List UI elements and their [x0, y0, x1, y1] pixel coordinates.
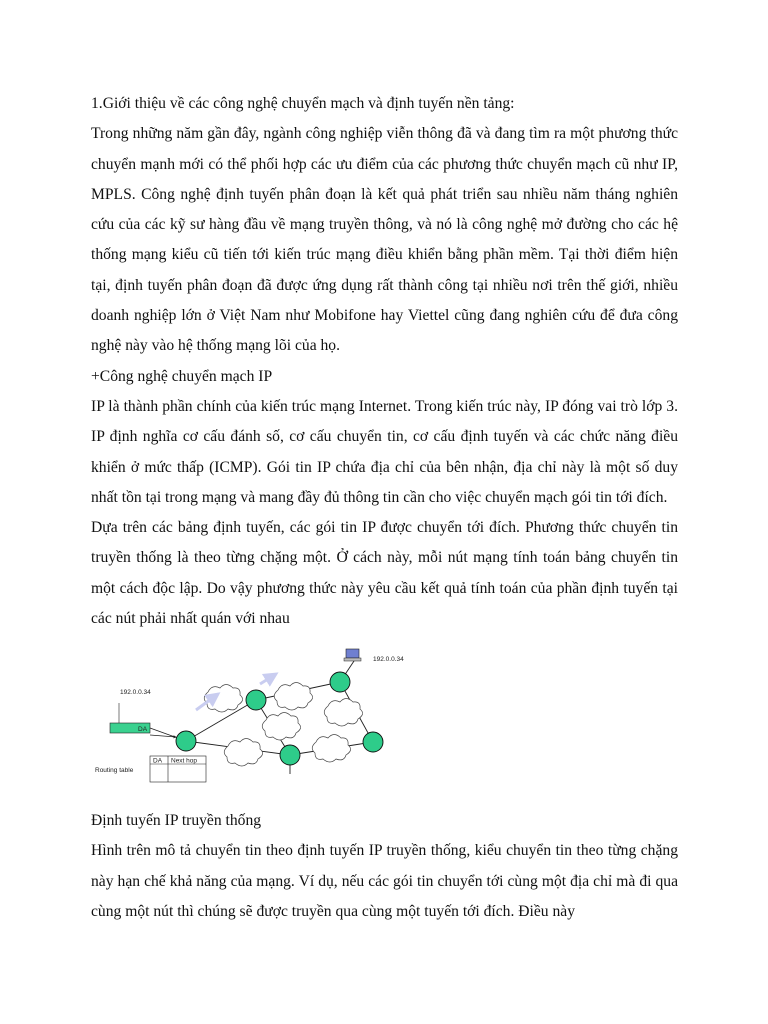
ip-routing-figure [90, 644, 410, 784]
router-node [280, 745, 300, 765]
router-node [176, 731, 196, 751]
source-address: 192.0.0.34 [120, 689, 151, 696]
paragraph-1: Trong những năm gần đây, ngành công nghiệp viễn thông đã và đang tìm ra một phương thức chuyển mạnh mới có thể phối hợp các ưu điểm của các phương thức chuyển mạch cũ như IP, MPLS. Công nghệ định tuyến phân đoạn là kết quả phát triển sau nhiều năm tháng nghiên cứu của các kỹ sư hàng đầu về mạng truyền thông, và nó là công nghệ mở đường cho các hệ thống mạng kiểu cũ tiến tới kiến trúc mạng điều khiển bằng phần mềm. Tại thời điểm hiện tại, định tuyến phân đoạn đã được ứng dụng rất thành công tại nhiều nơi trên thế giới, nhiều doanh nghiệp lớn ở Việt Nam như Mobifone hay Viettel cũng đang nghiên cứu để đưa công nghệ này vào hệ thống mạng lõi của họ. [91, 125, 678, 355]
text-block-bottom [91, 806, 678, 927]
section-heading-1: 1.Giới thiệu về các công nghệ chuyển mạch và định tuyến nền tảng: [91, 95, 515, 112]
paragraph-4: Hình trên mô tả chuyển tin theo định tuyến IP truyền thống, kiểu chuyển tin theo từng chặng này hạn chế khả năng của mạng. Ví dụ, nếu các gói tin chuyển tới cùng một địa chỉ mà đi qua cùng một nút thì chúng sẽ được truyền qua cùng một tuyến tới đích. Điều này [91, 842, 678, 920]
section-heading-2: +Công nghệ chuyển mạch IP [91, 367, 273, 385]
destination-address: 192.0.0.34 [373, 656, 404, 663]
routing-table [150, 756, 206, 782]
paragraph-3: Dựa trên các bảng định tuyến, các gói tin IP được chuyển tới đích. Phương thức chuyển tin truyền thống là theo từng chặng một. Ở cách này, mỗi nút mạng tính toán bảng chuyển tin một cách độc lập. Do vậy phương thức này yêu cầu kết quả tính toán của phần định tuyến tại các nút phải nhất quán với nhau [91, 519, 678, 628]
routing-table-label: Routing table [95, 767, 134, 774]
figure-caption: Định tuyến IP truyền thống [91, 812, 262, 829]
text-block-top [91, 89, 678, 634]
network-diagram [90, 644, 410, 784]
laptop-icon [344, 649, 361, 661]
router-node [330, 672, 350, 692]
router-node [363, 732, 383, 752]
table-col-next-hop: Next hop [171, 757, 198, 765]
packet-label: DA [138, 726, 148, 733]
router-node [246, 690, 266, 710]
table-col-da: DA [153, 757, 163, 765]
paragraph-2: IP là thành phần chính của kiến trúc mạng Internet. Trong kiến trúc này, IP đóng vai trò lớp 3. IP định nghĩa cơ cấu đánh số, cơ cấu chuyển tin, cơ cấu định tuyến và các chức năng điều khiển ở mức thấp (ICMP). Gói tin IP chứa địa chỉ của bên nhận, địa chỉ này là một số duy nhất tồn tại trong mạng và mang đầy đủ thông tin cần cho việc chuyển mạch gói tin tới đích. [91, 397, 678, 506]
